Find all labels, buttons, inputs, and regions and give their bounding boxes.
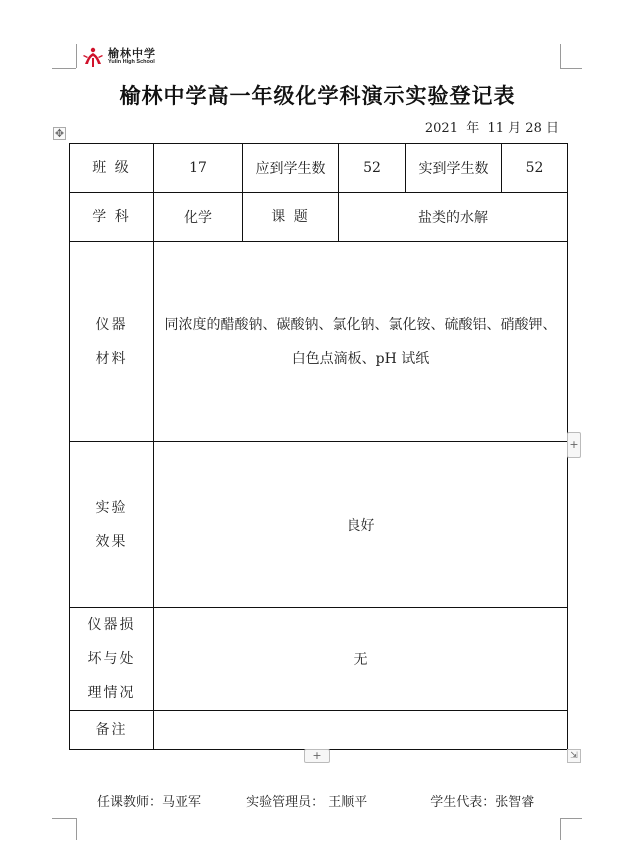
topic-label: 课 题 (243, 193, 339, 242)
topic-value[interactable]: 盐类的水解 (339, 193, 568, 242)
effect-label (70, 442, 154, 608)
table-row (70, 144, 568, 193)
materials-label-line: 仪器 (95, 316, 128, 333)
table-move-handle[interactable] (53, 127, 66, 140)
notes-value[interactable] (154, 711, 568, 750)
school-name: 榆林中学 (108, 47, 156, 61)
actual-students-value[interactable]: 52 (502, 144, 568, 193)
table-row (70, 442, 568, 608)
crop-mark (560, 818, 561, 840)
signature-line (97, 791, 534, 810)
document-title: 榆林中学高一年级化学科演示实验登记表 (119, 84, 516, 108)
effect-label-line: 实验 (95, 499, 128, 516)
materials-label (70, 242, 154, 442)
table-row (70, 608, 568, 711)
actual-students-label: 实到学生数 (406, 144, 502, 193)
effect-value[interactable]: 良好 (154, 442, 568, 608)
materials-value[interactable]: 同浓度的醋酸钠、碳酸钠、氯化钠、氯化铵、硫酸铝、硝酸钾、白色点滴板、pH 试纸 (154, 242, 568, 442)
crop-mark (52, 68, 76, 69)
materials-label-line: 材料 (95, 350, 128, 367)
plus-icon: + (312, 749, 322, 762)
student-rep-signature: 学生代表：张智睿 (430, 795, 535, 810)
damage-label-line: 坏与处 (87, 651, 136, 667)
class-label: 班 级 (70, 144, 154, 193)
expected-students-label: 应到学生数 (243, 144, 339, 193)
subject-value[interactable]: 化学 (154, 193, 243, 242)
record-date: 2021 年 11 月 28 日 (424, 121, 559, 136)
notes-label: 备注 (70, 711, 154, 750)
table-resize-handle[interactable] (567, 749, 581, 763)
move-icon: ✥ (54, 127, 65, 140)
table-row (70, 242, 568, 442)
manager-signature: 实验管理员： 王顺平 (246, 795, 368, 810)
effect-label-line: 效果 (95, 533, 128, 550)
teacher-signature: 任课教师：马亚军 (97, 795, 202, 810)
resize-icon: ⇲ (570, 751, 578, 761)
damage-label-line: 理情况 (87, 685, 136, 701)
add-column-button[interactable] (567, 432, 581, 458)
crop-mark (560, 44, 561, 68)
crop-mark (560, 818, 582, 819)
damage-label (70, 608, 154, 711)
crop-mark (560, 68, 582, 69)
class-value[interactable]: 17 (154, 144, 243, 193)
add-row-button[interactable] (304, 749, 330, 763)
table-row (70, 193, 568, 242)
damage-value[interactable]: 无 (154, 608, 568, 711)
damage-label-line: 仪器损 (87, 617, 136, 633)
table-row (70, 711, 568, 750)
crop-mark (76, 44, 77, 68)
school-logo (82, 46, 156, 68)
experiment-record-table (69, 143, 568, 750)
subject-label: 学 科 (70, 193, 154, 242)
crop-mark (52, 818, 76, 819)
crop-mark (76, 818, 77, 840)
school-emblem-icon (82, 46, 104, 68)
school-name-en: Yulin High School (108, 59, 155, 66)
plus-icon: + (569, 438, 579, 451)
expected-students-value[interactable]: 52 (339, 144, 406, 193)
